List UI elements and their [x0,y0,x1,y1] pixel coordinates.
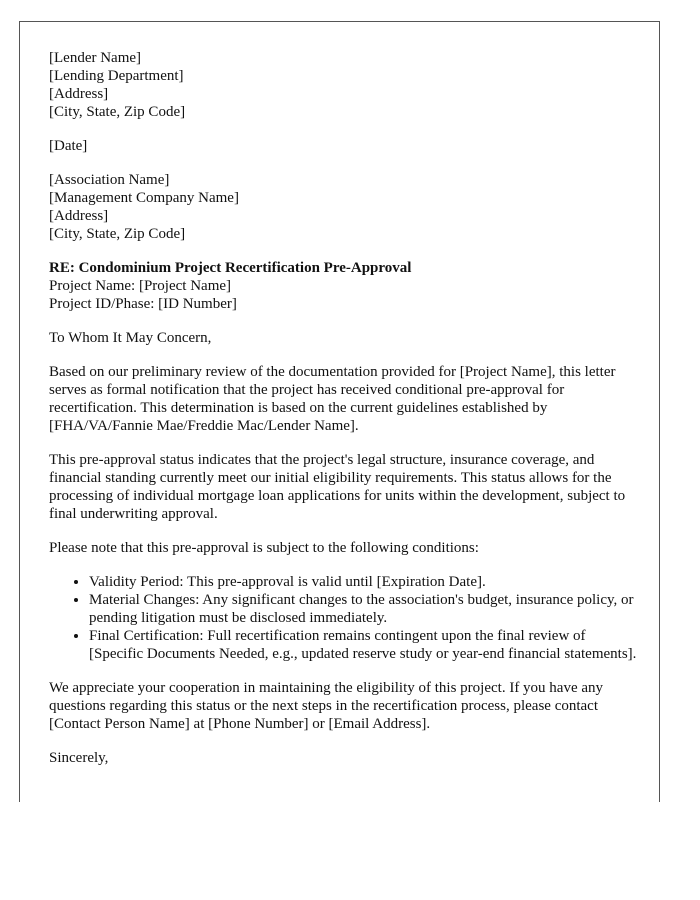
letter-body [49,49,639,783]
recipient-address: [Address] [49,208,109,224]
association-name: [Association Name] [49,172,170,188]
date-block [49,137,639,155]
lender-address: [Address] [49,86,109,102]
subject-heading: RE: Condominium Project Recertification Pre-Approval [49,260,412,276]
letter-page [19,21,660,802]
paragraph-conditions-intro: Please note that this pre-approval is subject to the following conditions: [49,540,479,556]
letter-date: [Date] [49,138,88,154]
condition-validity-period: • Validity Period: This pre-approval is valid until [Expiration Date]. [89,573,639,591]
lender-name: [Lender Name] [49,50,142,66]
condition-final-certification: • Final Certification: Full recertification remains contingent upon the final review of [Specific Documents Needed, e.g., updated reserve study or year-end financial statements]. [89,627,639,663]
project-name-line: Project Name: [Project Name] [49,278,232,294]
management-company-name: [Management Company Name] [49,190,239,206]
paragraph-status-description: This pre-approval status indicates that the project's legal structure, insurance coverage, and financial standing currently meet our initial eligibility requirements. This status allows for the processing of individual mortgage loan applications for units within the development, subject to final underwriting approval. [49,452,626,522]
subject-block [49,259,639,313]
condition-material-changes: • Material Changes: Any significant changes to the association's budget, insurance policy, or pending litigation must be disclosed immediately. [89,591,639,627]
sign-off: Sincerely, [49,750,109,766]
lender-department: [Lending Department] [49,68,184,84]
paragraph-preliminary-review: Based on our preliminary review of the documentation provided for [Project Name], this letter serves as formal notification that the project has received conditional pre-approval for recertification. This determination is based on the current guidelines established by [FHA/VA/Fannie Mae/Freddie Mac/Lender Name]. [49,364,616,434]
project-id-line: Project ID/Phase: [ID Number] [49,296,237,312]
recipient-address-block [49,171,639,243]
lender-city-state-zip: [City, State, Zip Code] [49,104,186,120]
recipient-city-state-zip: [City, State, Zip Code] [49,226,186,242]
salutation: To Whom It May Concern, [49,330,212,346]
closing-paragraph: We appreciate your cooperation in maintaining the eligibility of this project. If you have any questions regarding this status or the next steps in the recertification process, please contact [Contact Person Name] at [Phone Number] or [Email Address]. [49,680,604,732]
conditions-list [49,573,639,663]
lender-address-block [49,49,639,121]
